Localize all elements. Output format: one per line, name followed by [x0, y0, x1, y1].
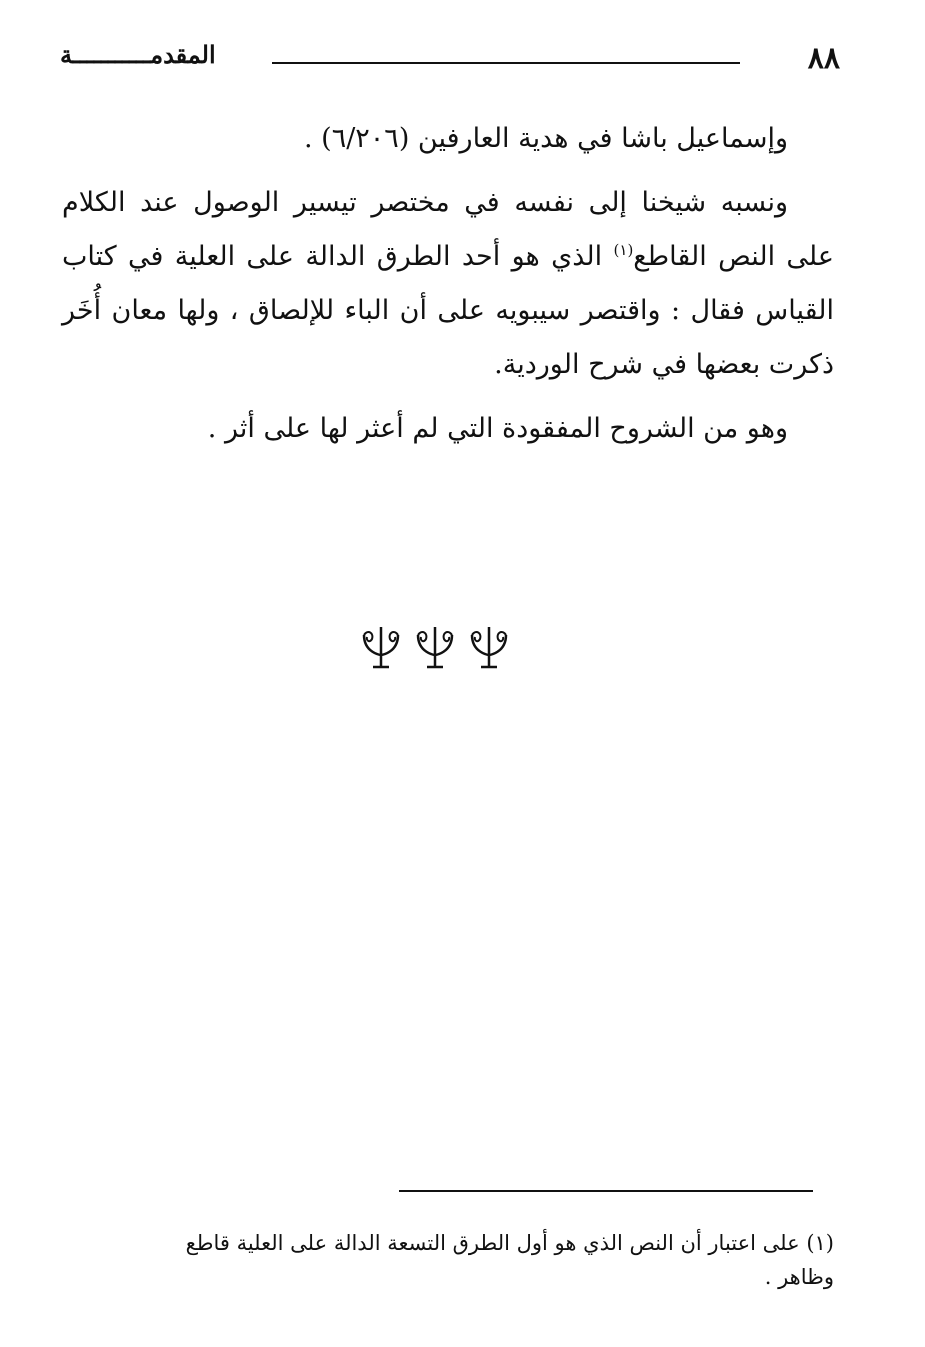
- page-number: ٨٨: [807, 41, 840, 76]
- paragraph-3: وهو من الشروح المفقودة التي لم أعثر لها على أثر .: [207, 413, 788, 444]
- page-header: [60, 38, 840, 78]
- footnote: (١) على اعتبار أن النص الذي هو أول الطرق التسعة الدالة على العلية قاطع وظاهر .: [185, 1231, 834, 1289]
- paragraph-2: [62, 176, 834, 392]
- fleuron-ornament-icon: [360, 625, 402, 669]
- section-ornament: [360, 625, 510, 669]
- running-title: المقدمـــــــــــة: [60, 40, 216, 69]
- header-rule: [272, 62, 740, 64]
- paragraph-1: وإسماعيل باشا في هدية العارفين (٦/٢٠٦) .: [304, 123, 788, 154]
- footnote-separator: [399, 1190, 813, 1192]
- paragraph-2-text-b: الذي هو أحد الطرق الدالة على العلية في كتاب القياس فقال : واقتصر سيبويه على أن الباء للإلصاق ، ولها معان أُخَر ذكرت بعضها في شرح الوردية.: [62, 241, 834, 380]
- fleuron-ornament-icon: [414, 625, 456, 669]
- main-text: [62, 112, 834, 466]
- footnote-reference: (١): [613, 241, 634, 259]
- paragraph-2-text-a: ونسبه شيخنا إلى نفسه في مختصر تيسير الوصول عند الكلام على النص القاطع: [62, 187, 834, 272]
- fleuron-ornament-icon: [468, 625, 510, 669]
